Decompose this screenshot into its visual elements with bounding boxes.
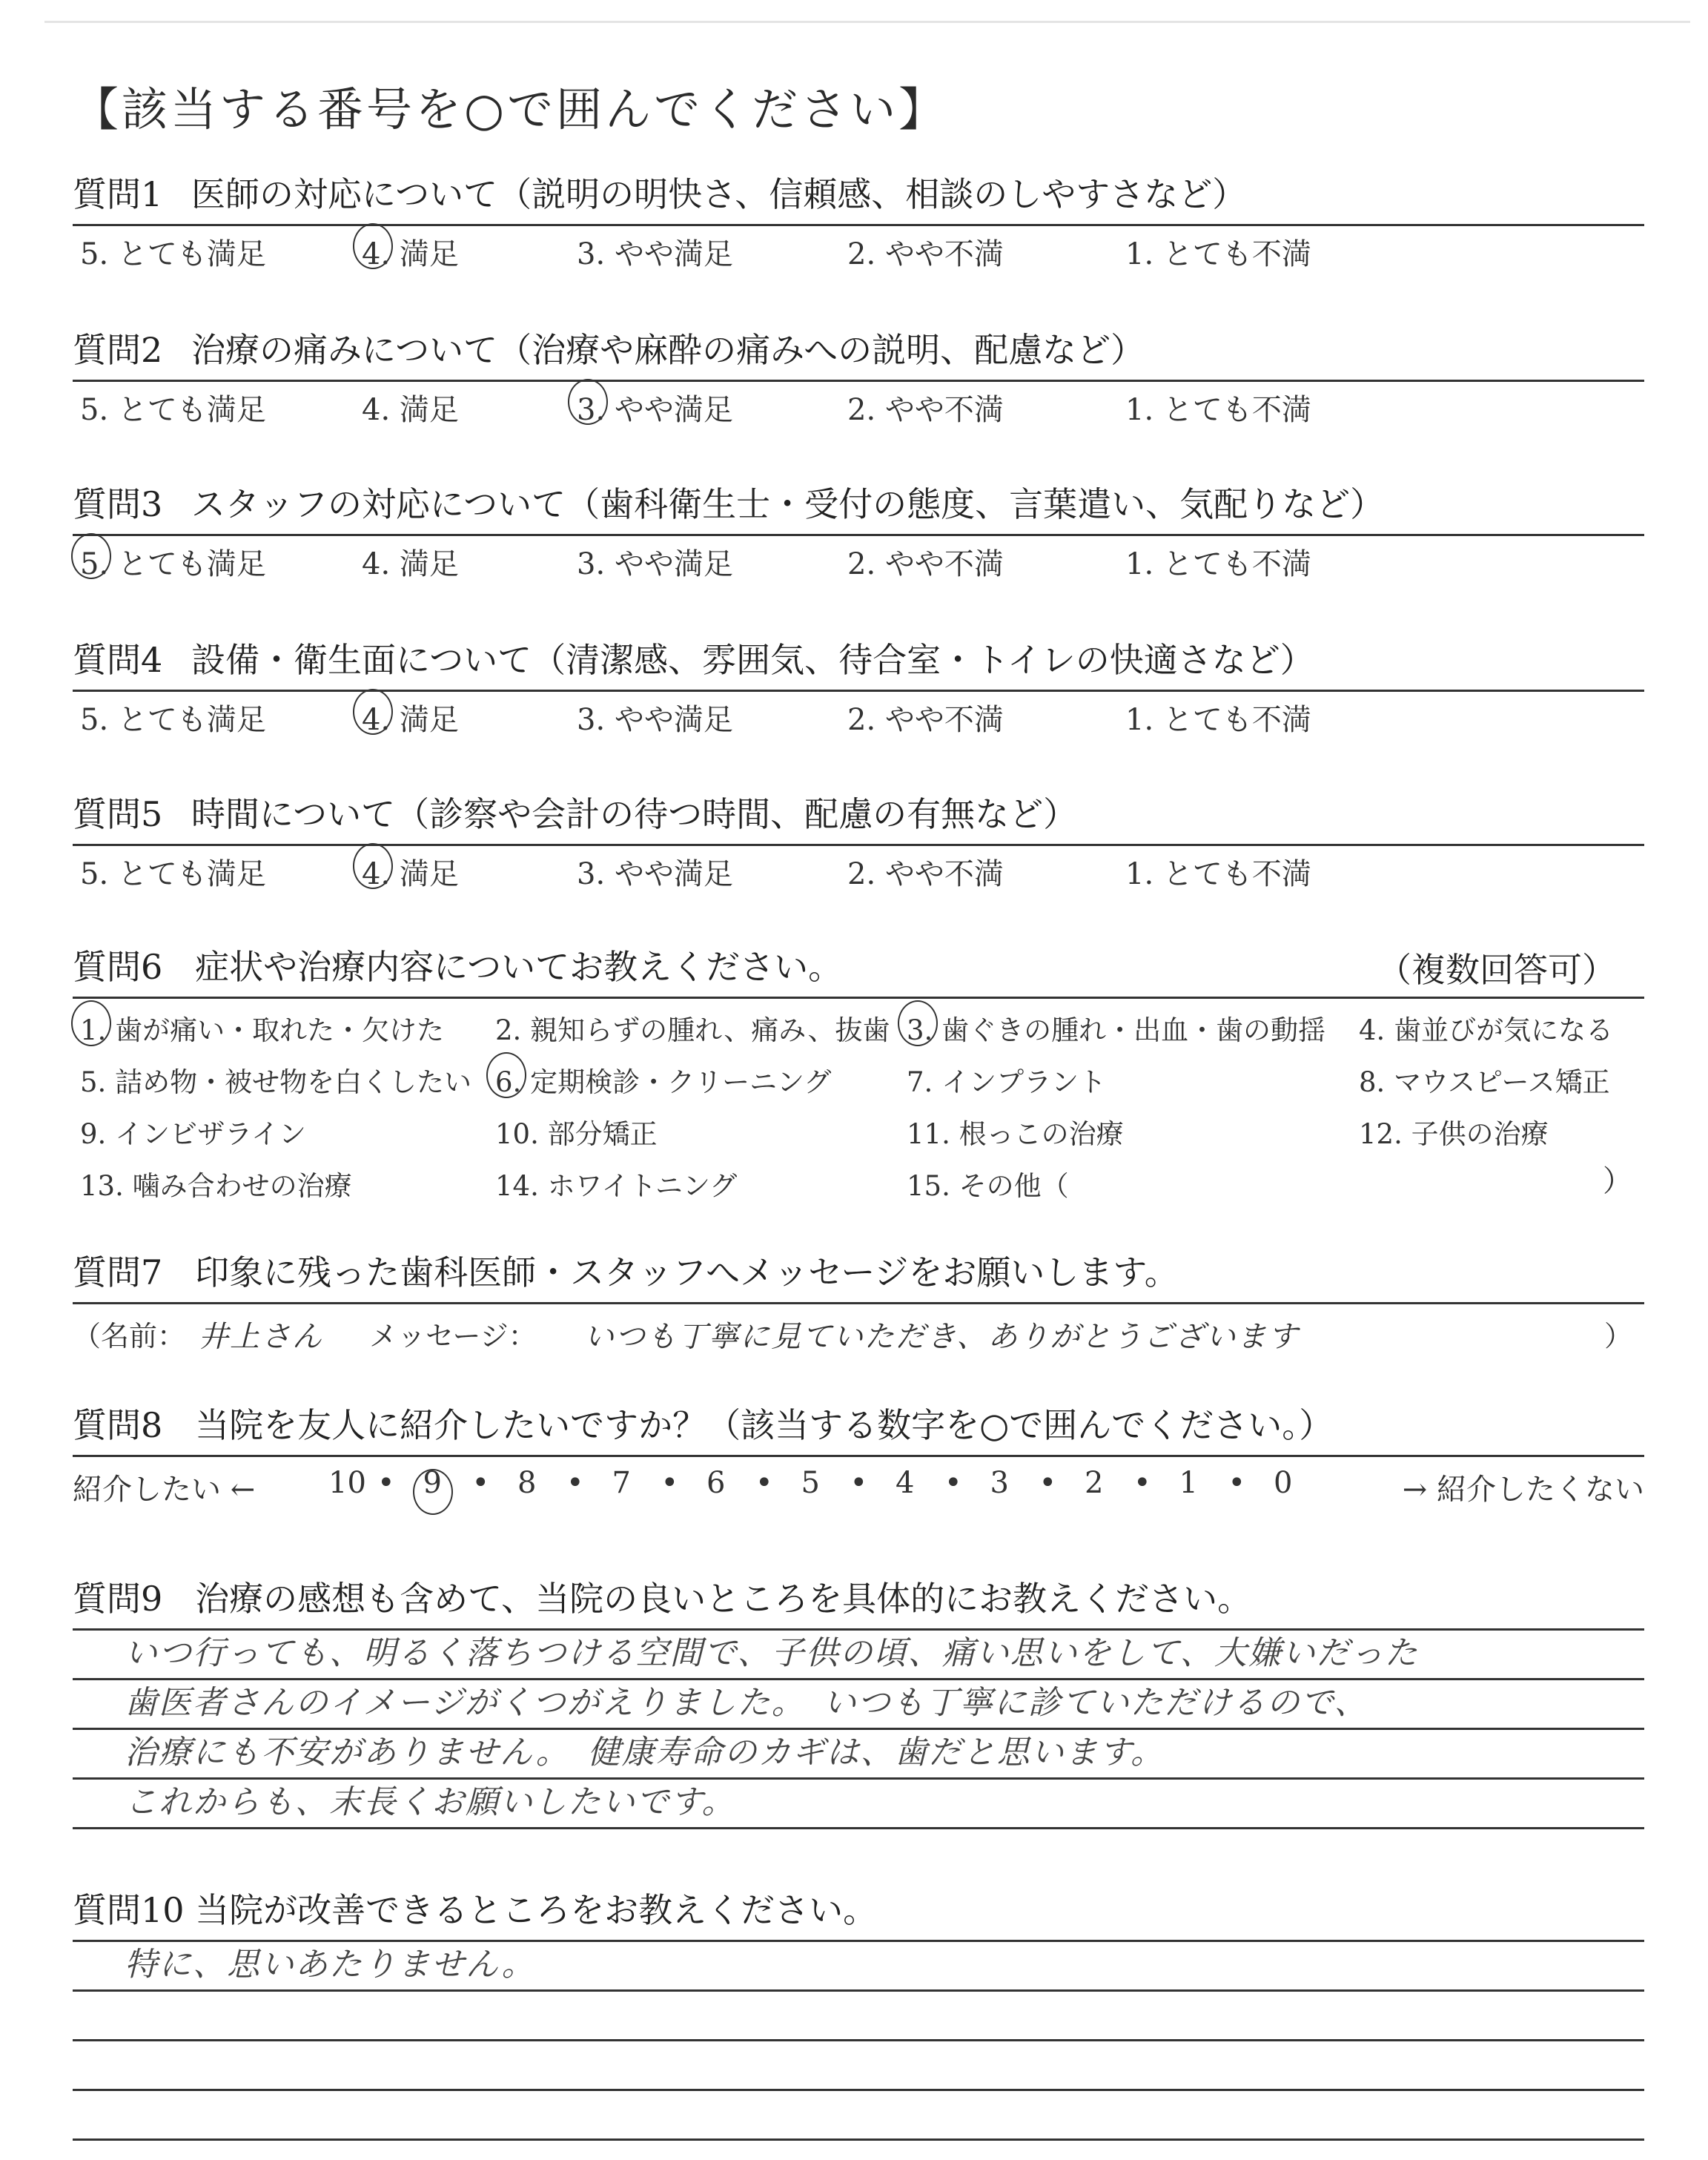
symptom-option[interactable]: 11. 根っこの治療 (907, 1118, 1124, 1150)
rating-option[interactable]: 3. やや満足 (577, 386, 733, 429)
message-label: メッセージ： (369, 1320, 537, 1353)
scale-right-label: → 紹介したくない (1402, 1473, 1644, 1507)
scale-separator: • (661, 1466, 679, 1500)
recommend-scale (73, 1463, 1644, 1507)
rating-option[interactable]: 5. とても満足 (80, 393, 266, 427)
question-label: 質問8 (73, 1405, 163, 1445)
rating-option[interactable]: 5. とても満足 (80, 237, 266, 271)
scale-separator: • (566, 1466, 584, 1500)
rating-option[interactable]: 1. とても不満 (1125, 857, 1311, 891)
question-text: 印象に残った歯科医師・スタッフへメッセージをお願いします。 (195, 1252, 1179, 1292)
rating-option[interactable]: 5. とても満足 (80, 703, 266, 737)
selected-circle (898, 1000, 938, 1046)
question-label: 質問9 (73, 1579, 163, 1619)
answer-lines (73, 1631, 1644, 1829)
answer-line[interactable] (73, 2091, 1644, 2141)
symptom-option[interactable]: 9. インビザライン (80, 1118, 306, 1150)
rating-option[interactable]: 4. 満足 (362, 393, 459, 427)
scan-top-edge (44, 21, 1690, 23)
symptom-option[interactable]: 13. 噛み合わせの治療 (80, 1170, 352, 1202)
scale-value-0[interactable]: 0 (1274, 1466, 1293, 1500)
rating-option[interactable]: 3. やや満足 (577, 547, 733, 581)
symptom-option[interactable]: 2. 親知らずの腫れ、痛み、抜歯 (495, 1014, 890, 1046)
message-value[interactable]: いつも丁寧に見ていただき、ありがとうございます (584, 1320, 1300, 1354)
question-7 (73, 1246, 1644, 1355)
message-row (73, 1309, 1644, 1355)
scale-value-9[interactable]: 9 (423, 1466, 442, 1500)
handwritten-answer: 歯医者さんのイメージがくつがえりました。 いつも丁寧に診ていただけるので、 (125, 1684, 1368, 1722)
question-8 (73, 1398, 1644, 1507)
symptom-option[interactable]: 1. 歯が痛い・取れた・欠けた (80, 1008, 444, 1048)
question-text: 時間について（診察や会計の待つ時間、配慮の有無など） (191, 794, 1078, 834)
rating-option[interactable]: 1. とても不満 (1125, 237, 1311, 271)
question-text: スタッフの対応について（歯科衛生士・受付の態度、言葉遣い、気配りなど） (191, 484, 1385, 524)
rating-option[interactable]: 4. 満足 (362, 547, 459, 581)
rating-options (73, 231, 1644, 275)
rating-option[interactable]: 4. 満足 (362, 696, 459, 739)
answer-line[interactable] (73, 1942, 1644, 1992)
handwritten-answer: 特に、思いあたりません。 (125, 1946, 536, 1984)
scale-separator: • (850, 1466, 868, 1500)
rating-option[interactable]: 1. とても不満 (1125, 393, 1311, 427)
scale-value-8[interactable]: 8 (517, 1466, 537, 1500)
rating-options (73, 541, 1644, 585)
question-label: 質問5 (73, 794, 163, 834)
question-label: 質問1 (73, 174, 163, 214)
scale-value-6[interactable]: 6 (706, 1466, 726, 1500)
symptom-option[interactable]: 7. インプラント (907, 1066, 1107, 1098)
handwritten-answer: 治療にも不安がありません。 健康寿命のカギは、歯だと思います。 (125, 1734, 1165, 1771)
scale-value-3[interactable]: 3 (990, 1466, 1009, 1500)
question-9 (73, 1572, 1644, 1829)
rating-option[interactable]: 1. とても不満 (1125, 703, 1311, 737)
selected-circle (353, 223, 393, 269)
question-1 (73, 168, 1644, 275)
scale-separator: • (1133, 1466, 1151, 1500)
scale-separator: • (377, 1466, 395, 1500)
symptom-option[interactable]: 15. その他（ (907, 1170, 1069, 1202)
question-6 (73, 940, 1644, 1218)
answer-line[interactable] (73, 1992, 1644, 2041)
symptom-option[interactable]: 4. 歯並びが気になる (1359, 1014, 1614, 1046)
question-label: 質問4 (73, 640, 163, 680)
symptom-options (73, 1003, 1644, 1218)
selected-circle (353, 689, 393, 735)
question-4 (73, 633, 1644, 741)
question-5 (73, 787, 1644, 895)
question-label: 質問2 (73, 330, 163, 370)
handwritten-answer: これからも、末長くお願いしたいです。 (125, 1783, 736, 1821)
symptom-option[interactable]: 6. 定期検診・クリーニング (495, 1060, 831, 1100)
selected-circle (71, 533, 111, 579)
rating-option[interactable]: 4. 満足 (362, 231, 459, 273)
symptom-option[interactable]: 5. 詰め物・被せ物を白くしたい (80, 1066, 472, 1098)
scale-left-label: 紹介したい ← (73, 1473, 256, 1507)
selected-circle (71, 1000, 111, 1046)
rating-option[interactable]: 1. とても不満 (1125, 547, 1311, 581)
message-close-paren: ） (1603, 1320, 1632, 1353)
question-label: 質問7 (73, 1252, 163, 1292)
rating-option[interactable]: 2. やや不満 (847, 393, 1004, 427)
rating-options (73, 386, 1644, 431)
scale-separator: • (1039, 1466, 1057, 1500)
selected-circle (486, 1052, 526, 1098)
rating-options (73, 851, 1644, 895)
scale-value-5[interactable]: 5 (801, 1466, 820, 1500)
question-text: 症状や治療内容についてお教えください。 (195, 947, 843, 987)
scale-separator: • (1228, 1466, 1246, 1500)
scale-value-2[interactable]: 2 (1085, 1466, 1104, 1500)
rating-option[interactable]: 3. やや満足 (577, 703, 733, 737)
question-2 (73, 323, 1644, 431)
rating-options (73, 696, 1644, 741)
question-text: 治療の痛みについて（治療や麻酔の痛みへの説明、配慮など） (191, 330, 1145, 370)
answer-line[interactable] (73, 2041, 1644, 2091)
question-label: 質問3 (73, 484, 163, 524)
answer-lines (73, 1942, 1644, 2141)
question-text: 当院が改善できるところをお教えください。 (195, 1890, 878, 1930)
multiple-answers-note: （複数回答可） (1377, 950, 1616, 990)
selected-circle (353, 843, 393, 889)
symptom-option[interactable]: 14. ホワイトニング (495, 1170, 738, 1202)
selected-circle (413, 1469, 453, 1515)
rating-option[interactable]: 4. 満足 (362, 851, 459, 893)
answer-line[interactable] (73, 1680, 1644, 1730)
question-text: 治療の感想も含めて、当院の良いところを具体的にお教えください。 (195, 1579, 1252, 1619)
question-3 (73, 478, 1644, 585)
selected-circle (568, 379, 608, 425)
scale-value-7[interactable]: 7 (612, 1466, 631, 1500)
handwritten-answer: いつ行っても、明るく落ちつける空間で、子供の頃、痛い思いをして、大嫌いだった (125, 1634, 1419, 1672)
name-label: （名前： (73, 1320, 186, 1353)
rating-option[interactable]: 2. やや不満 (847, 703, 1004, 737)
symptom-option[interactable]: 8. マウスピース矯正 (1359, 1066, 1610, 1098)
symptom-option[interactable]: 10. 部分矯正 (495, 1118, 658, 1150)
scale-separator: • (944, 1466, 962, 1500)
scale-value-10[interactable]: 10 (328, 1466, 366, 1500)
question-text: 医師の対応について（説明の明快さ、信頼感、相談のしやすさなど） (191, 174, 1247, 214)
rating-option[interactable]: 2. やや不満 (847, 237, 1004, 271)
question-10 (73, 1883, 1644, 2141)
other-close-paren: ） (1603, 1164, 1632, 1198)
question-text: 当院を友人に紹介したいですか？（該当する数字を○で囲んでください。） (195, 1405, 1334, 1445)
rating-option[interactable]: 3. やや満足 (577, 237, 733, 271)
answer-line[interactable] (73, 1780, 1644, 1829)
rating-option[interactable]: 5. とても満足 (80, 541, 266, 583)
rating-option[interactable]: 2. やや不満 (847, 857, 1004, 891)
page-title: 【該当する番号を○で囲んでください】 (73, 82, 948, 136)
question-label: 質問6 (73, 947, 163, 987)
scale-separator: • (755, 1466, 773, 1500)
scale-separator: • (471, 1466, 490, 1500)
rating-option[interactable]: 3. やや満足 (577, 857, 733, 891)
scale-value-1[interactable]: 1 (1179, 1466, 1198, 1500)
rating-option[interactable]: 5. とても満足 (80, 857, 266, 891)
name-value[interactable]: 井上さん (199, 1320, 323, 1354)
question-label: 質問10 (73, 1890, 185, 1930)
question-text: 設備・衛生面について（清潔感、雰囲気、待合室・トイレの快適さなど） (191, 640, 1314, 680)
symptom-option[interactable]: 3. 歯ぐきの腫れ・出血・歯の動揺 (907, 1008, 1325, 1048)
answer-line[interactable] (73, 1730, 1644, 1780)
symptom-option[interactable]: 12. 子供の治療 (1359, 1118, 1549, 1150)
rating-option[interactable]: 2. やや不満 (847, 547, 1004, 581)
answer-line[interactable] (73, 1631, 1644, 1680)
scale-value-4[interactable]: 4 (896, 1466, 915, 1500)
